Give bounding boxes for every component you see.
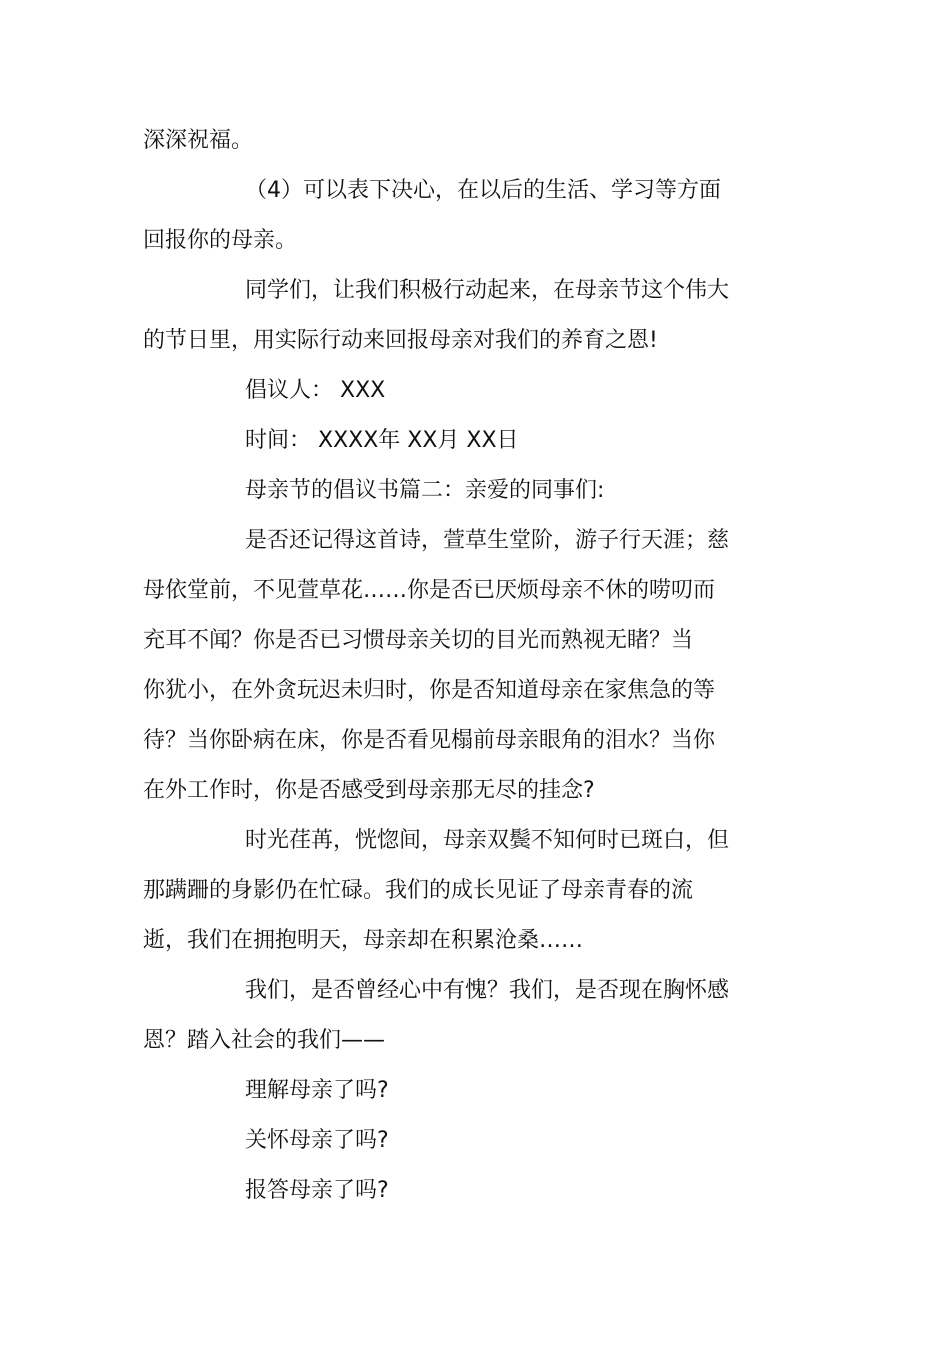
text-line: 时间： XXXX年 XX月 XX日 — [245, 428, 519, 453]
text-line: 待？当你卧病在床，你是否看见榻前母亲眼角的泪水？当你 — [143, 728, 716, 753]
text-line: 理解母亲了吗? — [245, 1078, 389, 1103]
text-line: 的节日里，用实际行动来回报母亲对我们的养育之恩! — [143, 328, 658, 353]
text-line: 关怀母亲了吗? — [245, 1128, 389, 1153]
text-line: 倡议人： XXX — [245, 378, 386, 403]
text-line: （4）可以表下决心，在以后的生活、学习等方面 — [245, 178, 721, 203]
text-line: 恩？踏入社会的我们—— — [143, 1028, 386, 1053]
text-line: 是否还记得这首诗，萱草生堂阶，游子行天涯；慈 — [245, 528, 730, 553]
text-line: 那蹒跚的身影仍在忙碌。我们的成长见证了母亲青春的流 — [143, 878, 694, 903]
text-line: 我们，是否曾经心中有愧？我们，是否现在胸怀感 — [245, 978, 730, 1003]
text-line: 你犹小，在外贪玩迟未归时，你是否知道母亲在家焦急的等 — [143, 678, 716, 703]
text-line: 回报你的母亲。 — [143, 228, 298, 253]
text-line: 深深祝福。 — [143, 128, 254, 153]
text-line: 逝，我们在拥抱明天，母亲却在积累沧桑…… — [143, 928, 584, 953]
text-line: 母亲节的倡议书篇二：亲爱的同事们: — [245, 478, 605, 503]
document-body — [143, 116, 763, 1216]
text-line: 在外工作时，你是否感受到母亲那无尽的挂念? — [143, 778, 595, 803]
text-line: 母依堂前，不见萱草花……你是否已厌烦母亲不休的唠叨而 — [143, 578, 716, 603]
text-line: 充耳不闻？你是否已习惯母亲关切的目光而熟视无睹？当 — [143, 628, 694, 653]
text-line: 同学们，让我们积极行动起来，在母亲节这个伟大 — [245, 278, 730, 303]
text-line: 报答母亲了吗? — [245, 1178, 389, 1203]
text-line: 时光荏苒，恍惚间，母亲双鬓不知何时已斑白，但 — [245, 828, 730, 853]
